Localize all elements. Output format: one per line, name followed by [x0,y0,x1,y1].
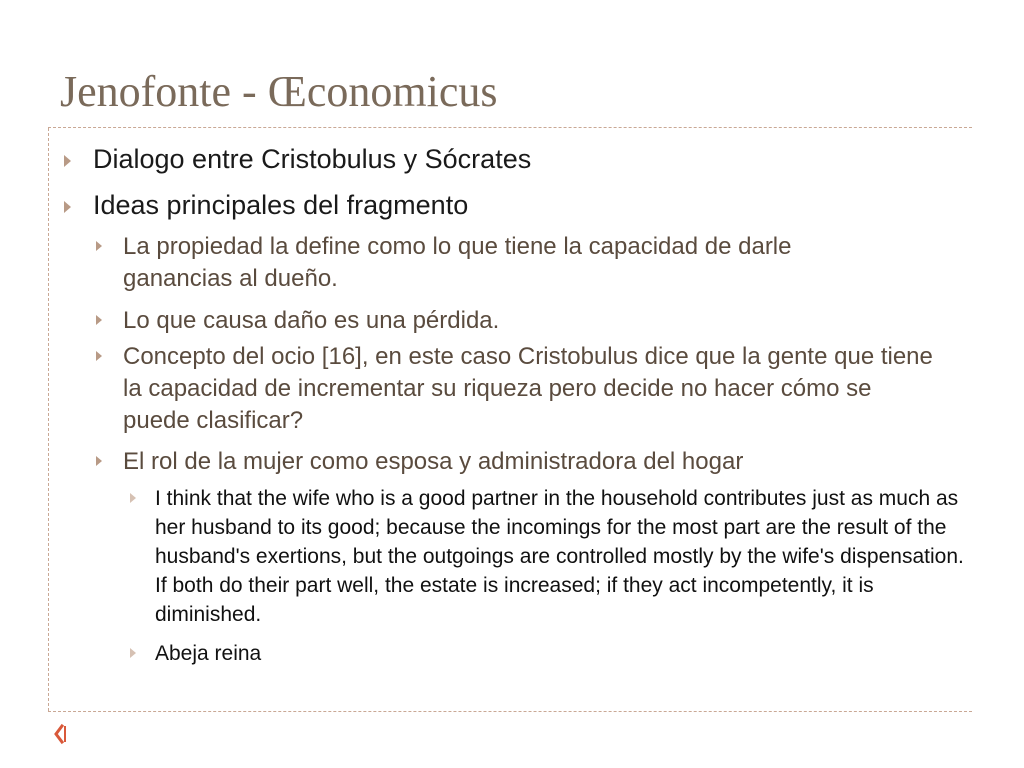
bullet-l2-dano: Lo que causa daño es una pérdida. [123,307,500,334]
bullet-l3-abeja: Abeja reina [155,642,262,665]
slide-title: Jenofonte - Œconomicus [60,67,498,116]
bullet-l1-ideas: Ideas principales del fragmento [93,190,469,220]
chevron-corner-icon [51,723,69,745]
triangle-bullet-icon [130,648,136,658]
left-border [48,128,49,711]
title-divider [48,127,972,128]
triangle-bullet-icon [96,241,102,251]
bullet-l2-ocio: Concepto del ocio [16], en este caso Cristobulus dice que la gente que tiene la capacidad de incrementar su riqueza pero decide no hacer cómo se puede clasificar? [123,343,933,434]
bullet-l1-dialogo: Dialogo entre Cristobulus y Sócrates [93,144,532,174]
triangle-bullet-icon [96,315,102,325]
footer-divider [48,711,972,712]
triangle-bullet-icon [96,456,102,466]
triangle-bullet-icon [96,351,102,361]
triangle-bullet-icon [64,201,71,213]
bullet-l3-quote: I think that the wife who is a good partner in the household contributes just as much as her husband to its good; because the incomings for the most part are the result of the husband's exertions, but the outgoings are controlled mostly by the wife's dispensation. If both do their part well, the estate is increased; if they act incompetently, it is diminished. [155,487,964,626]
bullet-l2-mujer: El rol de la mujer como esposa y administradora del hogar [123,448,744,475]
triangle-bullet-icon [64,155,71,167]
bullet-l2-propiedad: La propiedad la define como lo que tiene la capacidad de darle ganancias al dueño. [123,233,792,292]
triangle-bullet-icon [130,493,136,503]
